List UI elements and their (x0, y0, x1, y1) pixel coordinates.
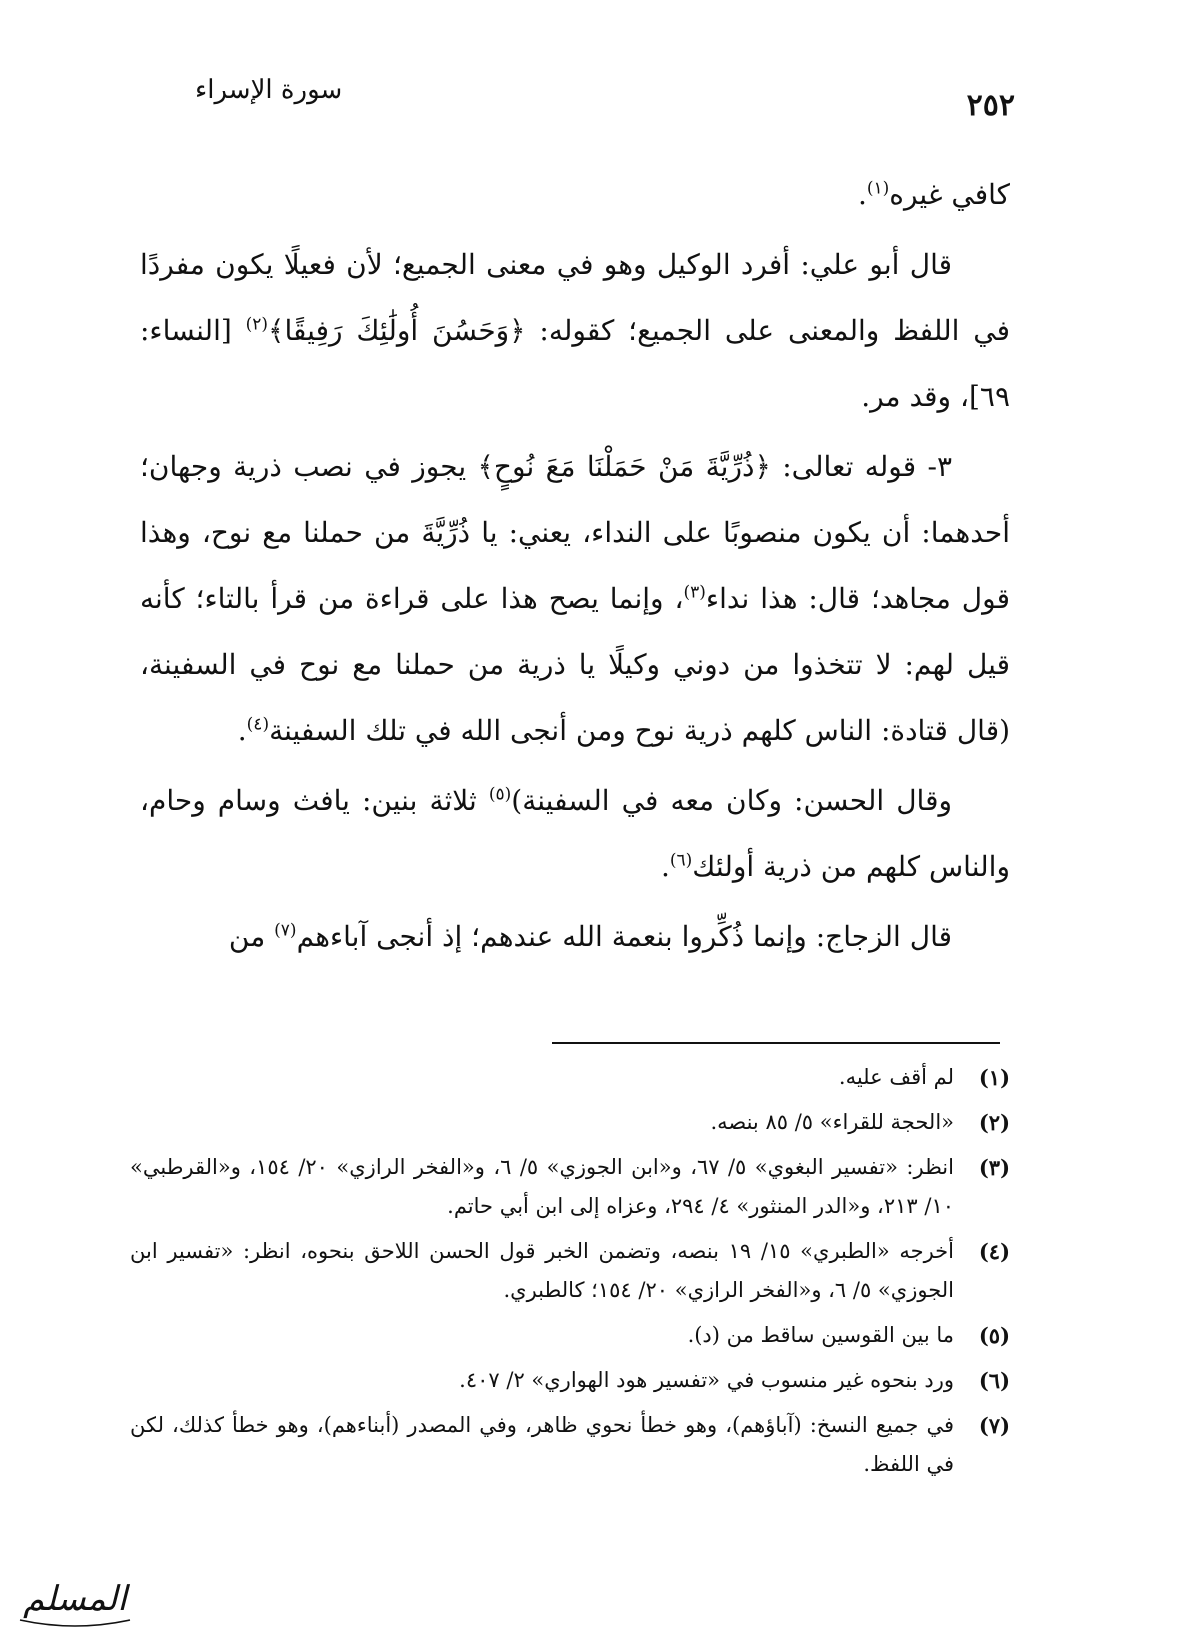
paragraph-3 (140, 434, 1010, 764)
paragraph-2 (140, 232, 1010, 430)
footnote-ref-6[interactable]: (٦) (669, 850, 693, 871)
p4-text: وقال الحسن: وكان معه في السفينة) (511, 784, 952, 817)
footnote-ref-5[interactable]: (٥) (488, 784, 512, 805)
footnote-3 (130, 1148, 1010, 1226)
footnote-number: (٥) (978, 1323, 1010, 1348)
p4-end: . (660, 850, 670, 883)
p4-mid: ثلاثة بنين: يافث وسام وحام، والناس كلهم من ذرية أولئك (140, 784, 1010, 883)
footnote-text: ورد بنحوه غير منسوب في «تفسير هود الهواري» ٢/ ٤٠٧. (459, 1368, 954, 1392)
footnote-number: (٧) (978, 1413, 1010, 1438)
footnote-ref-4[interactable]: (٤) (246, 714, 270, 735)
publisher-logo (10, 1568, 140, 1638)
p5-end: من (228, 920, 275, 953)
main-text (140, 162, 1010, 974)
footnote-7 (130, 1406, 1010, 1484)
page-number: ٢٥٢ (966, 88, 1015, 123)
paragraph-1 (140, 162, 1010, 228)
footnote-text: في جميع النسخ: (آباؤهم)، وهو خطأ نحوي ظاهر، وفي المصدر (أبناءهم)، وهو خطأ كذلك، لكن في اللفظ. (130, 1413, 954, 1476)
p5-text: قال الزجاج: وإنما ذُكِّروا بنعمة الله عندهم؛ إذ أنجى آباءهم (296, 920, 952, 953)
svg-text:المسلم: المسلم (23, 1579, 127, 1619)
footnote-ref-1[interactable]: (١) (866, 178, 890, 199)
p3-end: . (237, 714, 247, 747)
paragraph-4 (140, 768, 1010, 900)
footnote-number: (٤) (978, 1239, 1010, 1264)
footnote-number: (١) (978, 1065, 1010, 1090)
footnote-4 (130, 1232, 1010, 1310)
footnote-ref-7[interactable]: (٧) (274, 920, 297, 941)
paragraph-5 (140, 904, 1010, 970)
footnotes (130, 1058, 1010, 1490)
footnote-text: لم أقف عليه. (838, 1065, 954, 1089)
p1-end: . (857, 178, 867, 211)
p2-end: [النساء: ٦٩]، وقد مر. (140, 314, 1010, 413)
footnote-text: «الحجة للقراء» ٥/ ٨٥ بنصه. (710, 1110, 954, 1134)
footnote-ref-2[interactable]: (٢) (245, 314, 269, 335)
footnote-6 (130, 1361, 1010, 1400)
p2-text: قال أبو علي: أفرد الوكيل وهو في معنى الجميع؛ لأن فعيلًا يكون مفردًا في اللفظ والمعنى على الجميع؛ كقوله: ﴿وَحَسُنَ أُولَٰئِكَ رَفِيقًا﴾ (140, 248, 1010, 347)
p3-text: ٣- قوله تعالى: ﴿ذُرِّيَّةَ مَنْ حَمَلْنَا مَعَ نُوحٍ﴾ يجوز في نصب ذرية وجهان؛ أحدهما: أن يكون منصوبًا على النداء، يعني: يا ذُرِّيَّةَ من حملنا مع نوح، وهذا قول مجاهد؛ قال: هذا نداء (140, 450, 1010, 615)
footnote-divider (552, 1042, 1000, 1044)
footnote-5 (130, 1316, 1010, 1355)
footnote-number: (٦) (978, 1368, 1010, 1393)
footnote-2 (130, 1103, 1010, 1142)
footnote-number: (٢) (978, 1110, 1010, 1135)
footnote-1 (130, 1058, 1010, 1097)
footnote-ref-3[interactable]: (٣) (683, 582, 706, 603)
p3-mid: ، وإنما يصح هذا على قراءة من قرأ بالتاء؛ كأنه قيل لهم: لا تتخذوا من دوني وكيلًا يا ذرية من حملنا مع نوح في السفينة، (قال قتادة: الناس كلهم ذرية نوح ومن أنجى الله في تلك السفينة (140, 582, 1010, 747)
footnote-number: (٣) (978, 1155, 1010, 1180)
running-head: سورة الإسراء (195, 75, 343, 105)
p1-text: كافي غيره (889, 178, 1010, 211)
footnote-text: انظر: «تفسير البغوي» ٥/ ٦٧، و«ابن الجوزي» ٥/ ٦، و«الفخر الرازي» ٢٠/ ١٥٤، و«القرطبي» ١٠/ ٢١٣، و«الدر المنثور» ٤/ ٢٩٤، وعزاه إلى ابن أبي حاتم. (130, 1155, 954, 1218)
footnote-text: أخرجه «الطبري» ١٥/ ١٩ بنصه، وتضمن الخبر قول الحسن اللاحق بنحوه، انظر: «تفسير ابن الجوزي» ٥/ ٦، و«الفخر الرازي» ٢٠/ ١٥٤؛ كالطبري. (130, 1239, 954, 1302)
footnote-text: ما بين القوسين ساقط من (د). (687, 1323, 954, 1347)
